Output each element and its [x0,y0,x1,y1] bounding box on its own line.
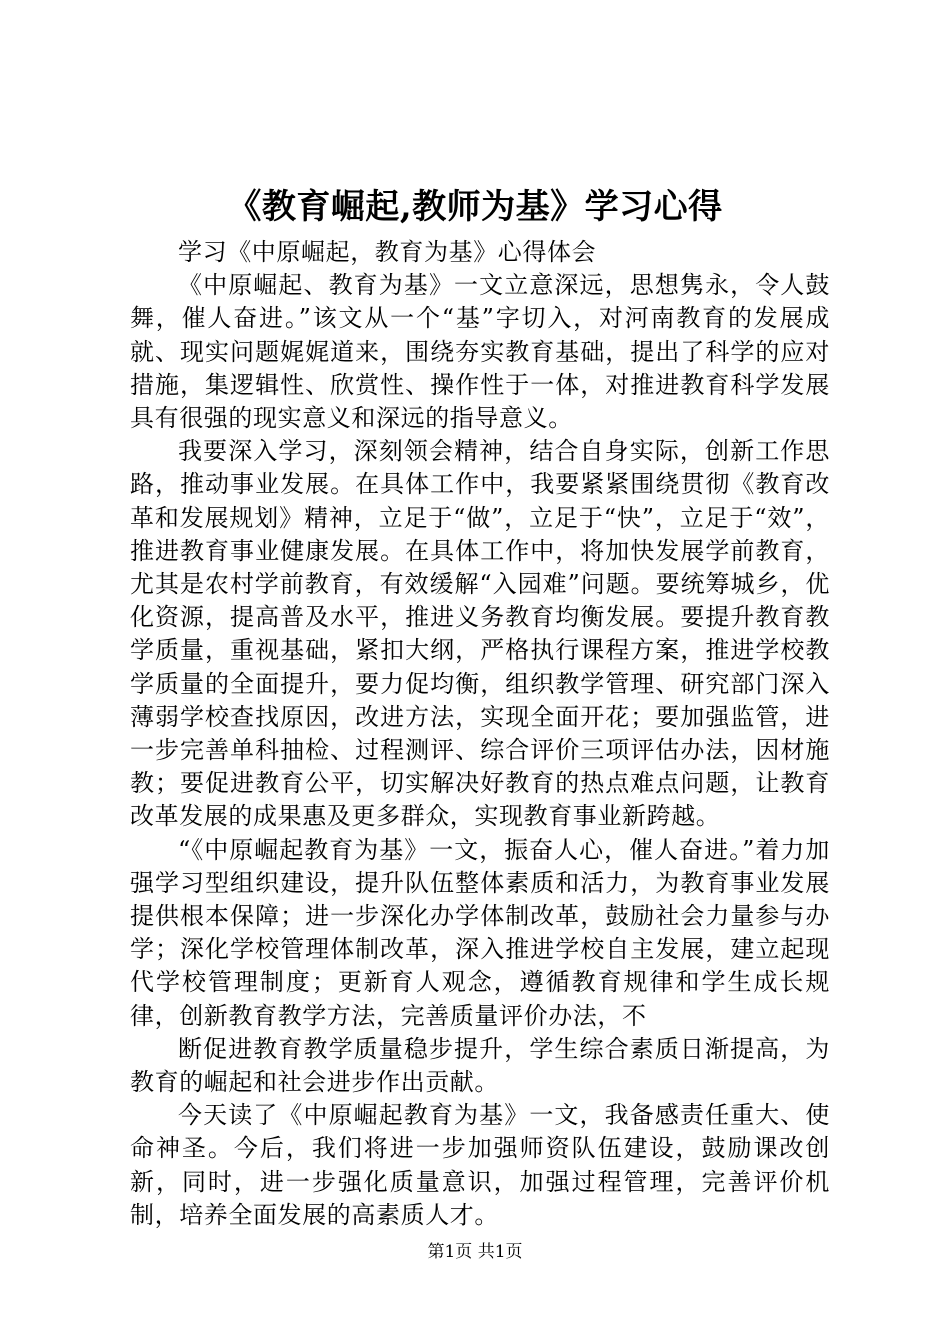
document-title: 《教育崛起,教师为基》学习心得 [227,187,723,227]
paragraph: 我要深入学习，深刻领会精神，结合自身实际，创新工作思路，推动事业发展。在具体工作中，我要紧紧围绕贯彻《教育改革和发展规划》精神，立足于“做”，立足于“快”，立足于“效”，推进教育事业健康发展。在具体工作中，将加快发展学前教育，尤其是农村学前教育，有效缓解“入园难”问题。要统筹城乡，优化资源，提高普及水平，推进义务教育均衡发展。要提升教育教学质量，重视基础，紧扣大纲，严格执行课程方案，推进学校教学质量的全面提升，要力促均衡，组织教学管理、研究部门深入薄弱学校查找原因，改进方法，实现全面开花；要加强监管，进一步完善单科抽检、过程测评、综合评价三项评估办法，因材施教；要促进教育公平，切实解决好教育的热点难点问题，让教育改革发展的成果惠及更多群众，实现教育事业新跨越。 [130,437,830,831]
paragraph: 《中原崛起、教育为基》一文立意深远，思想隽永，令人鼓舞，催人奋进。”该文从一个“基”字切入，对河南教育的发展成就、现实问题娓娓道来，围绕夯实教育基础，提出了科学的应对措施，集逻辑性、欣赏性、操作性于一体，对推进教育科学发展具有很强的现实意义和深远的指导意义。 [130,271,830,433]
paragraph: 断促进教育教学质量稳步提升，学生综合素质日渐提高，为教育的崛起和社会进步作出贡献。 [130,1034,830,1097]
paragraph-subtitle: 学习《中原崛起，教育为基》心得体会 [178,238,597,266]
paragraph: “《中原崛起教育为基》一文，振奋人心，催人奋进。”着力加强学习型组织建设，提升队伍整体素质和活力，为教育事业发展提供根本保障；进一步深化办学体制改革，鼓励社会力量参与办学；深化学校管理体制改革，深入推进学校自主发展，建立起现代学校管理制度；更新育人观念，遵循教育规律和学生成长规律，创新教育教学方法，完善质量评价办法，不 [130,835,830,1030]
document-body [130,236,830,1232]
paragraph: 今天读了《中原崛起教育为基》一文，我备感责任重大、使命神圣。今后，我们将进一步加强师资队伍建设，鼓励课改创新，同时，进一步强化质量意识，加强过程管理，完善评价机制，培养全面发展的高素质人才。 [130,1101,830,1229]
page-footer: 第1页 共1页 [427,1242,523,1262]
